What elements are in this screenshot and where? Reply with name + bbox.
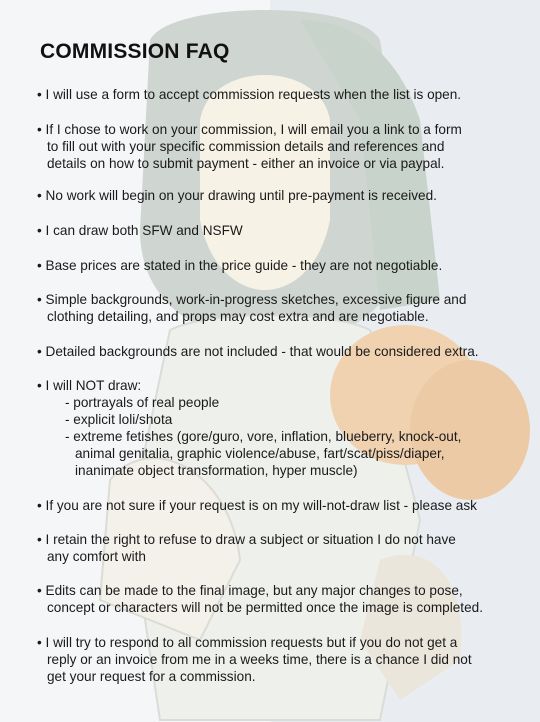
faq-line: • Simple backgrounds, work-in-progress sketches, excessive figure and — [37, 292, 467, 307]
faq-item-will-not-draw — [37, 377, 517, 479]
faq-line: • If I chose to work on your commission, I will email you a link to a form — [37, 122, 462, 137]
faq-sub-line: - extreme fetishes (gore/guro, vore, inflation, blueberry, knock-out, — [65, 429, 462, 444]
faq-sub-line: - explicit loli/shota — [65, 412, 173, 427]
faq-item-email — [37, 121, 517, 172]
faq-line: • If you are not sure if your request is on my will-not-draw list - please ask — [37, 498, 477, 513]
faq-line: get your request for a commission. — [47, 669, 256, 684]
faq-line: • I can draw both SFW and NSFW — [37, 223, 243, 238]
faq-line: any comfort with — [47, 549, 146, 564]
faq-line: clothing detailing, and props may cost extra and are negotiable. — [47, 309, 429, 324]
faq-line: • Detailed backgrounds are not included - that would be considered extra. — [37, 344, 479, 359]
faq-item-respond — [37, 634, 517, 685]
faq-line: details on how to submit payment - either an invoice or via paypal. — [47, 156, 445, 171]
faq-item-prepayment — [37, 187, 517, 204]
page-title: COMMISSION FAQ — [40, 40, 230, 63]
faq-sub-line: animal genitalia, graphic violence/abuse, fart/scat/piss/diaper, — [75, 446, 445, 461]
faq-item-form — [37, 86, 517, 103]
faq-line: • I will NOT draw: — [37, 378, 142, 393]
faq-item-prices — [37, 257, 517, 274]
faq-line: to fill out with your specific commission details and references and — [47, 139, 445, 154]
faq-item-refuse — [37, 531, 517, 565]
faq-item-extras — [37, 291, 517, 325]
faq-line: • I will try to respond to all commission requests but if you do not get a — [37, 635, 458, 650]
faq-item-sfw — [37, 222, 517, 239]
faq-sub-line: inanimate object transformation, hyper muscle) — [75, 463, 358, 478]
faq-line: reply or an invoice from me in a weeks time, there is a chance I did not — [47, 652, 472, 667]
faq-item-ask — [37, 497, 517, 514]
faq-item-edits — [37, 582, 517, 616]
faq-line: • No work will begin on your drawing until pre-payment is received. — [37, 188, 437, 203]
faq-line: concept or characters will not be permitted once the image is completed. — [47, 600, 483, 615]
faq-item-backgrounds — [37, 343, 517, 360]
faq-line: • I will use a form to accept commission requests when the list is open. — [37, 87, 462, 102]
faq-line: • Base prices are stated in the price guide - they are not negotiable. — [37, 258, 443, 273]
faq-sub-line: - portrayals of real people — [65, 395, 220, 410]
faq-line: • Edits can be made to the final image, but any major changes to pose, — [37, 583, 463, 598]
faq-line: • I retain the right to refuse to draw a subject or situation I do not have — [37, 532, 456, 547]
